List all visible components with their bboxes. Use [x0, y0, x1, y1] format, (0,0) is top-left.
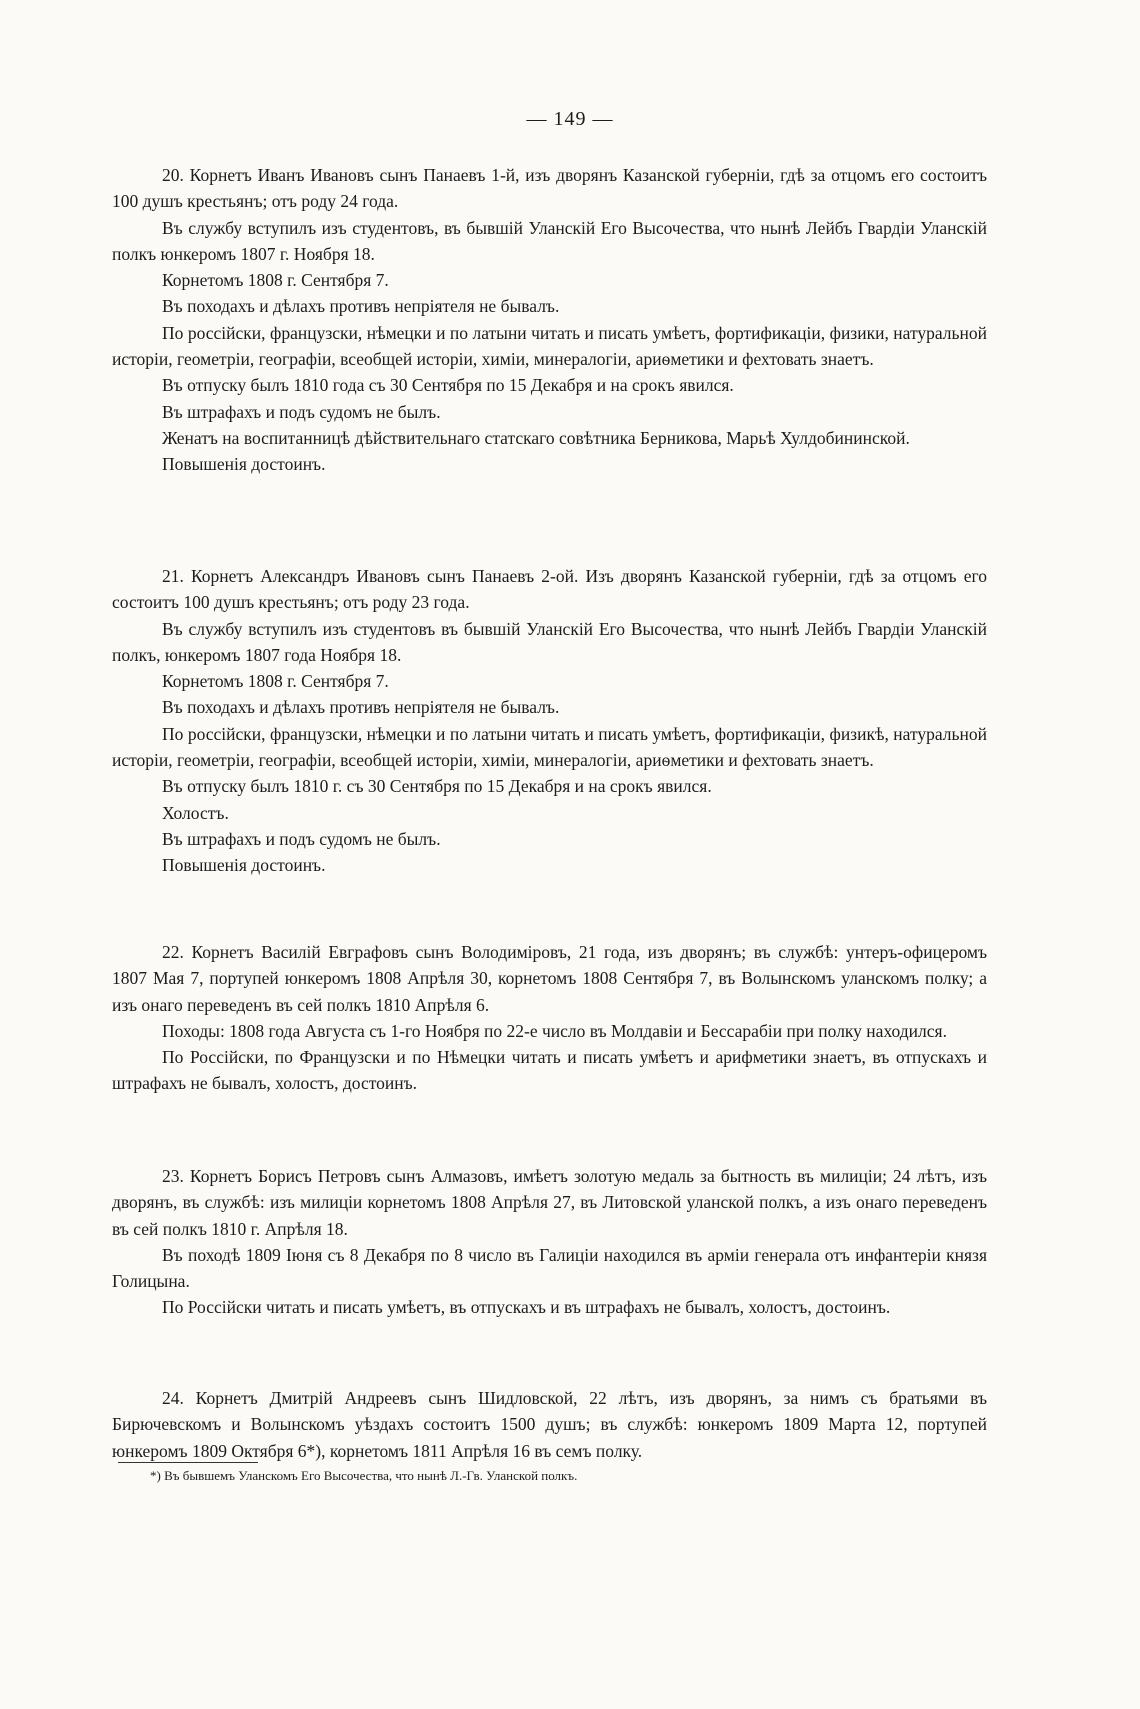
paragraph: Повышенія достоинъ. [162, 454, 326, 475]
paragraph: 24. Корнетъ Дмитрій Андреевъ сынъ Шидловской, 22 лѣтъ, изъ дворянъ, за нимъ съ братьями въ Бирючевскомъ и Волынскомъ уѣздахъ состоитъ 1500 душъ; въ службѣ: юнкеромъ 1809 Марта 12, портупей юнкеромъ 1809 Октября 6*), корнетомъ 1811 Апрѣля 16 въ семъ полку. [112, 1388, 987, 1461]
paragraph: Корнетомъ 1808 г. Сентября 7. [162, 671, 389, 692]
paragraph: 20. Корнетъ Иванъ Ивановъ сынъ Панаевъ 1-й, изъ дворянъ Казанской губерніи, гдѣ за отцомъ его состоитъ 100 душъ крестьянъ; отъ роду 24 года. [112, 165, 987, 212]
paragraph: 23. Корнетъ Борисъ Петровъ сынъ Алмазовъ, имѣетъ золотую медаль за бытность въ милиціи; 24 лѣтъ, изъ дворянъ, въ службѣ: изъ милиціи корнетомъ 1808 Апрѣля 27, въ Литовской уланской полкъ, а изъ онаго переведенъ въ сей полкъ 1810 г. Апрѣля 18. [112, 1166, 987, 1239]
paragraph: Повышенія достоинъ. [162, 855, 326, 876]
footnote-divider [118, 1462, 258, 1463]
paragraph: Женатъ на воспитанницѣ дѣйствительнаго статскаго совѣтника Берникова, Марьѣ Хулдобининской. [162, 427, 910, 448]
paragraph: Холостъ. [162, 802, 229, 823]
paragraph: Въ походѣ 1809 Іюня съ 8 Декабря по 8 число въ Галиціи находился въ арміи генерала отъ инфантеріи князя Голицына. [112, 1244, 987, 1292]
paragraph: Корнетомъ 1808 г. Сентября 7. [162, 270, 389, 291]
page-number: — 149 — [526, 108, 614, 130]
entry-23 [112, 1163, 987, 1321]
paragraph: Въ штрафахъ и подъ судомъ не былъ. [162, 401, 441, 422]
paragraph: По россійски, французски, нѣмецки и по латыни читать и писать умѣетъ, фортификаціи, физики, натуральной исторіи, геометріи, географіи, всеобщей исторіи, химіи, минералогіи, ариѳметики и фехтовать знаетъ. [112, 322, 987, 370]
paragraph: Въ отпуску былъ 1810 г. съ 30 Сентября по 15 Декабря и на срокъ явился. [162, 776, 712, 797]
entry-22 [112, 939, 987, 1097]
paragraph: По Россійски читать и писать умѣетъ, въ отпускахъ и въ штрафахъ не бывалъ, холостъ, достоинъ. [162, 1297, 891, 1318]
paragraph: 22. Корнетъ Василій Евграфовъ сынъ Володиміровъ, 21 года, изъ дворянъ; въ службѣ: унтеръ-офицеромъ 1807 Мая 7, портупей юнкеромъ 1808 Апрѣля 30, корнетомъ 1808 Сентября 7, въ Волынскомъ уланскомъ полку; а изъ онаго переведенъ въ сей полкъ 1810 Апрѣля 6. [112, 942, 987, 1015]
paragraph: Въ походахъ и дѣлахъ противъ непріятеля не бывалъ. [162, 296, 560, 317]
paragraph: Походы: 1808 года Августа съ 1-го Ноября по 22-е число въ Молдавіи и Бессарабіи при полку находился. [162, 1020, 947, 1041]
paragraph: Въ походахъ и дѣлахъ противъ непріятеля не бывалъ. [162, 697, 560, 718]
paragraph: По Россійски, по Французски и по Нѣмецки читать и писать умѣетъ и арифметики знаетъ, въ отпускахъ и штрафахъ не бывалъ, холостъ, достоинъ. [112, 1047, 987, 1094]
paragraph: 21. Корнетъ Александръ Ивановъ сынъ Панаевъ 2-ой. Изъ дворянъ Казанской губерніи, гдѣ за отцомъ его состоитъ 100 душъ крестьянъ; отъ роду 23 года. [112, 566, 987, 613]
paragraph: По россійски, французски, нѣмецки и по латыни читать и писать умѣетъ, фортификаціи, физикѣ, натуральной исторіи, геометріи, географіи, всеобщей исторіи, химіи, минералогіи, ариѳметики и фехтовать знаетъ. [112, 723, 987, 771]
entry-20 [112, 162, 987, 478]
footnote: *) Въ бывшемъ Уланскомъ Его Высочества, что нынѣ Л.-Гв. Уланской полкъ. [150, 1468, 578, 1483]
entry-24 [112, 1385, 987, 1464]
paragraph: Въ службу вступилъ изъ студентовъ въ бывшій Уланскій Его Высочества, что нынѣ Лейбъ Гвардіи Уланскій полкъ, юнкеромъ 1807 года Ноября 18. [112, 618, 987, 665]
entry-21 [112, 563, 987, 879]
paragraph: Въ штрафахъ и подъ судомъ не былъ. [162, 828, 441, 849]
paragraph: Въ службу вступилъ изъ студентовъ, въ бывшій Уланскій Его Высочества, что нынѣ Лейбъ Гвардіи Уланскій полкъ юнкеромъ 1807 г. Ноября 18. [112, 217, 987, 264]
paragraph: Въ отпуску былъ 1810 года съ 30 Сентября по 15 Декабря и на срокъ явился. [162, 375, 734, 396]
